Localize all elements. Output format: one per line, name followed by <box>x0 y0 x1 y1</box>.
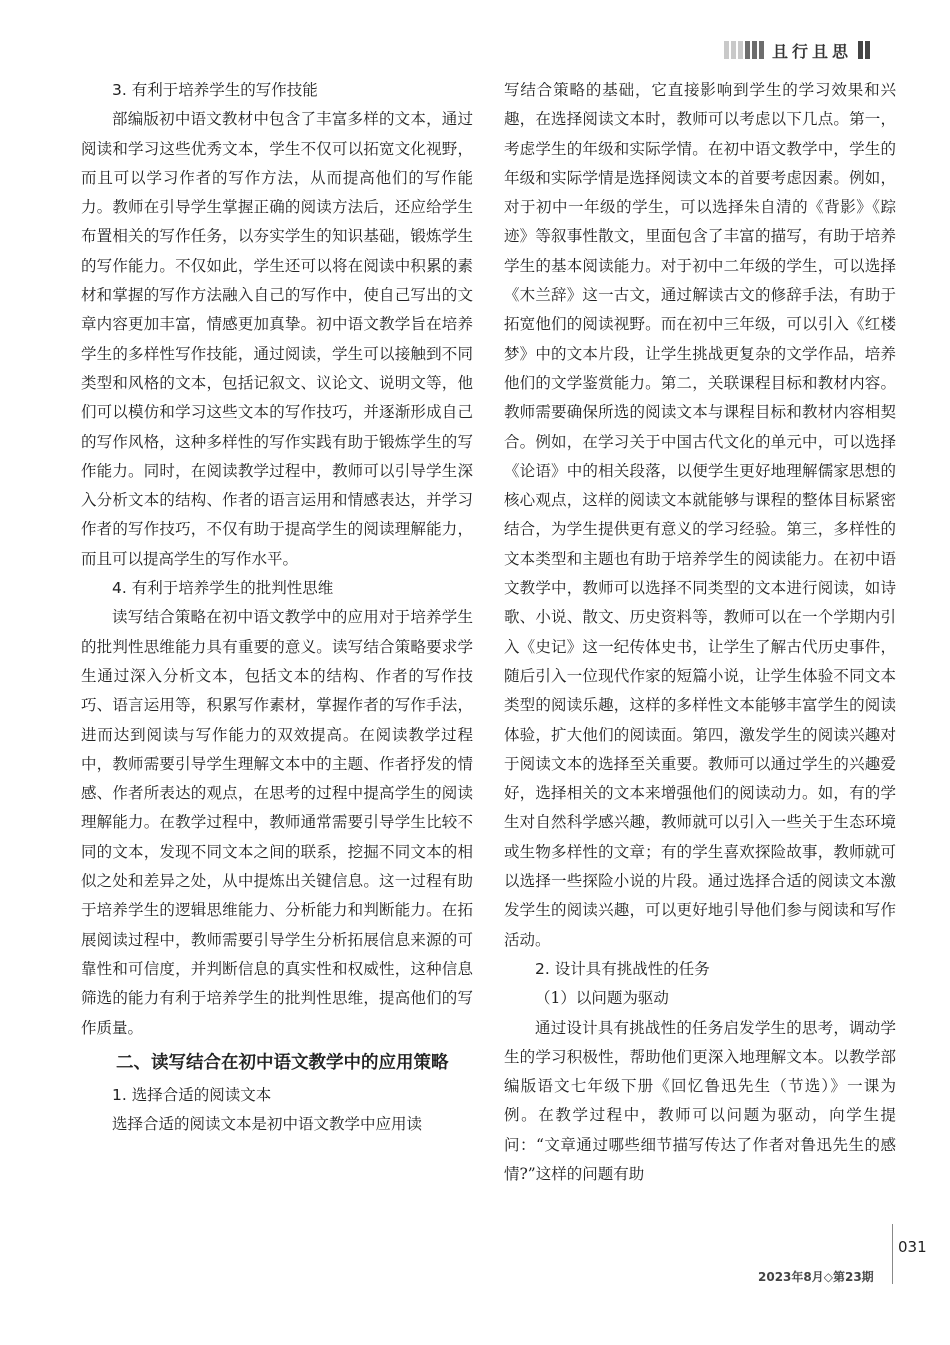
right-column <box>504 76 896 1189</box>
paragraph: 选择合适的阅读文本是初中语文教学中应用读 <box>112 1115 423 1134</box>
paragraph-continued: 写结合策略的基础，它直接影响到学生的学习效果和兴趣，在选择阅读文本时，教师可以考虑以下几点。第一，考虑学生的年级和实际学情。在初中语文教学中，学生的年级和实际学情是选择阅读文本的首要考虑因素。例如，对于初中一年级的学生，可以选择朱自清的《背影》《踪迹》等叙事性散文，里面包含了丰富的描写，有助于培养学生的基本阅读能力。对于初中二年级的学生，可以选择《木兰辞》这一古文，通过解读古文的修辞手法，有助于拓宽他们的阅读视野。而在初中三年级，可以引入《红楼梦》中的文本片段，让学生挑战更复杂的文学作品，培养他们的文学鉴赏能力。第二，关联课程目标和教材内容。教师需要确保所选的阅读文本与课程目标和教材内容相契合。例如，在学习关于中国古代文化的单元中，可以选择《论语》中的相关段落，以便学生更好地理解儒家思想的核心观点，这样的阅读文本就能够与课程的整体目标紧密结合，为学生提供更有意义的学习经验。第三，多样性的文本类型和主题也有助于培养学生的阅读能力。在初中语文教学中，教师可以选择不同类型的文本进行阅读，如诗歌、小说、散文、历史资料等，教师可以在一个学期内引入《史记》这一纪传体史书，让学生了解古代历史事件，随后引入一位现代作家的短篇小说，让学生体验不同文本类型的阅读乐趣，这样的多样性文本能够丰富学生的阅读体验，扩大他们的阅读面。第四，激发学生的阅读兴趣对于阅读文本的选择至关重要。教师可以通过学生的兴趣爱好，选择相关的文本来增强他们的阅读动力。如，有的学生对自然科学感兴趣，教师就可以引入一些关于生态环境或生物多样性的文章；有的学生喜欢探险故事，教师就可以选择一些探险小说的片段。通过选择合适的阅读文本激发学生的阅读兴趣，可以更好地引导他们参与阅读和写作活动。 <box>504 81 896 949</box>
section-heading: 二、读写结合在初中语文教学中的应用策略 <box>116 1052 449 1073</box>
page-number: 031 <box>898 1238 927 1256</box>
paragraph: 部编版初中语文教材中包含了丰富多样的文本，通过阅读和学习这些优秀文本，学生不仅可以拓宽文化视野，而且可以学习作者的写作方法，从而提高他们的写作能力。教师在引导学生掌握正确的阅读方法后，还应给学生布置相关的写作任务，以夯实学生的知识基础，锻炼学生的写作能力。不仅如此，学生还可以将在阅读中积累的素材和掌握的写作方法融入自己的写作中，使自己写出的文章内容更加丰富，情感更加真挚。初中语文教学旨在培养学生的多样性写作技能，通过阅读，学生可以接触到不同类型和风格的文本，包括记叙文、议论文、说明文等，他们可以模仿和学习这些文本的写作技巧，并逐渐形成自己的写作风格，这种多样性的写作实践有助于锻炼学生的写作能力。同时，在阅读教学过程中，教师可以引导学生深入分析文本的结构、作者的语言运用和情感表达，并学习作者的写作技巧，不仅有助于提高学生的阅读理解能力，而且可以提高学生的写作水平。 <box>81 110 473 568</box>
running-header <box>724 40 870 60</box>
header-tail-icon <box>858 41 870 59</box>
subheading-4: 4. 有利于培养学生的批判性思维 <box>112 579 334 598</box>
paragraph: 读写结合策略在初中语文教学中的应用对于培养学生的批判性思维能力具有重要的意义。读写结合策略要求学生通过深入分析文本，包括文本的结构、作者的写作技巧、语言运用等，积累写作素材，掌握作者的写作手法，进而达到阅读与写作能力的双效提高。在阅读教学过程中，教师需要引导学生理解文本中的主题、作者抒发的情感、作者所表达的观点，在思考的过程中提高学生的阅读理解能力。在教学过程中，教师通常需要引导学生比较不同的文本，发现不同文本之间的联系，挖掘不同文本的相似之处和差异之处，从中提炼出关键信息。这一过程有助于培养学生的逻辑思维能力、分析能力和判断能力。在拓展阅读过程中，教师需要引导学生分析拓展信息来源的可靠性和可信度，并判断信息的真实性和权威性，这种信息筛选的能力有利于培养学生的批判性思维，提高他们的写作质量。 <box>81 608 473 1037</box>
header-stripes-icon <box>724 41 764 59</box>
issue-label: 2023年8月◇第23期 <box>758 1270 874 1284</box>
page-number-rule <box>892 1224 893 1284</box>
subheading-3: 3. 有利于培养学生的写作技能 <box>112 81 318 99</box>
subheading-2-1: （1）以问题为驱动 <box>535 989 669 1008</box>
subheading-1: 1. 选择合适的阅读文本 <box>112 1085 272 1104</box>
header-title: 且行且思 <box>772 41 853 61</box>
paragraph: 通过设计具有挑战性的任务启发学生的思考，调动学生的学习积极性，帮助他们更深入地理解文本。以教学部编版语文七年级下册《回忆鲁迅先生（节选）》一课为例。在教学过程中，教师可以问题为驱动，向学生提问：“文章通过哪些细节描写传达了作者对鲁迅先生的感情?”这样的问题有助 <box>504 1018 896 1183</box>
left-column <box>81 76 473 1139</box>
subheading-2: 2. 设计具有挑战性的任务 <box>535 959 710 978</box>
